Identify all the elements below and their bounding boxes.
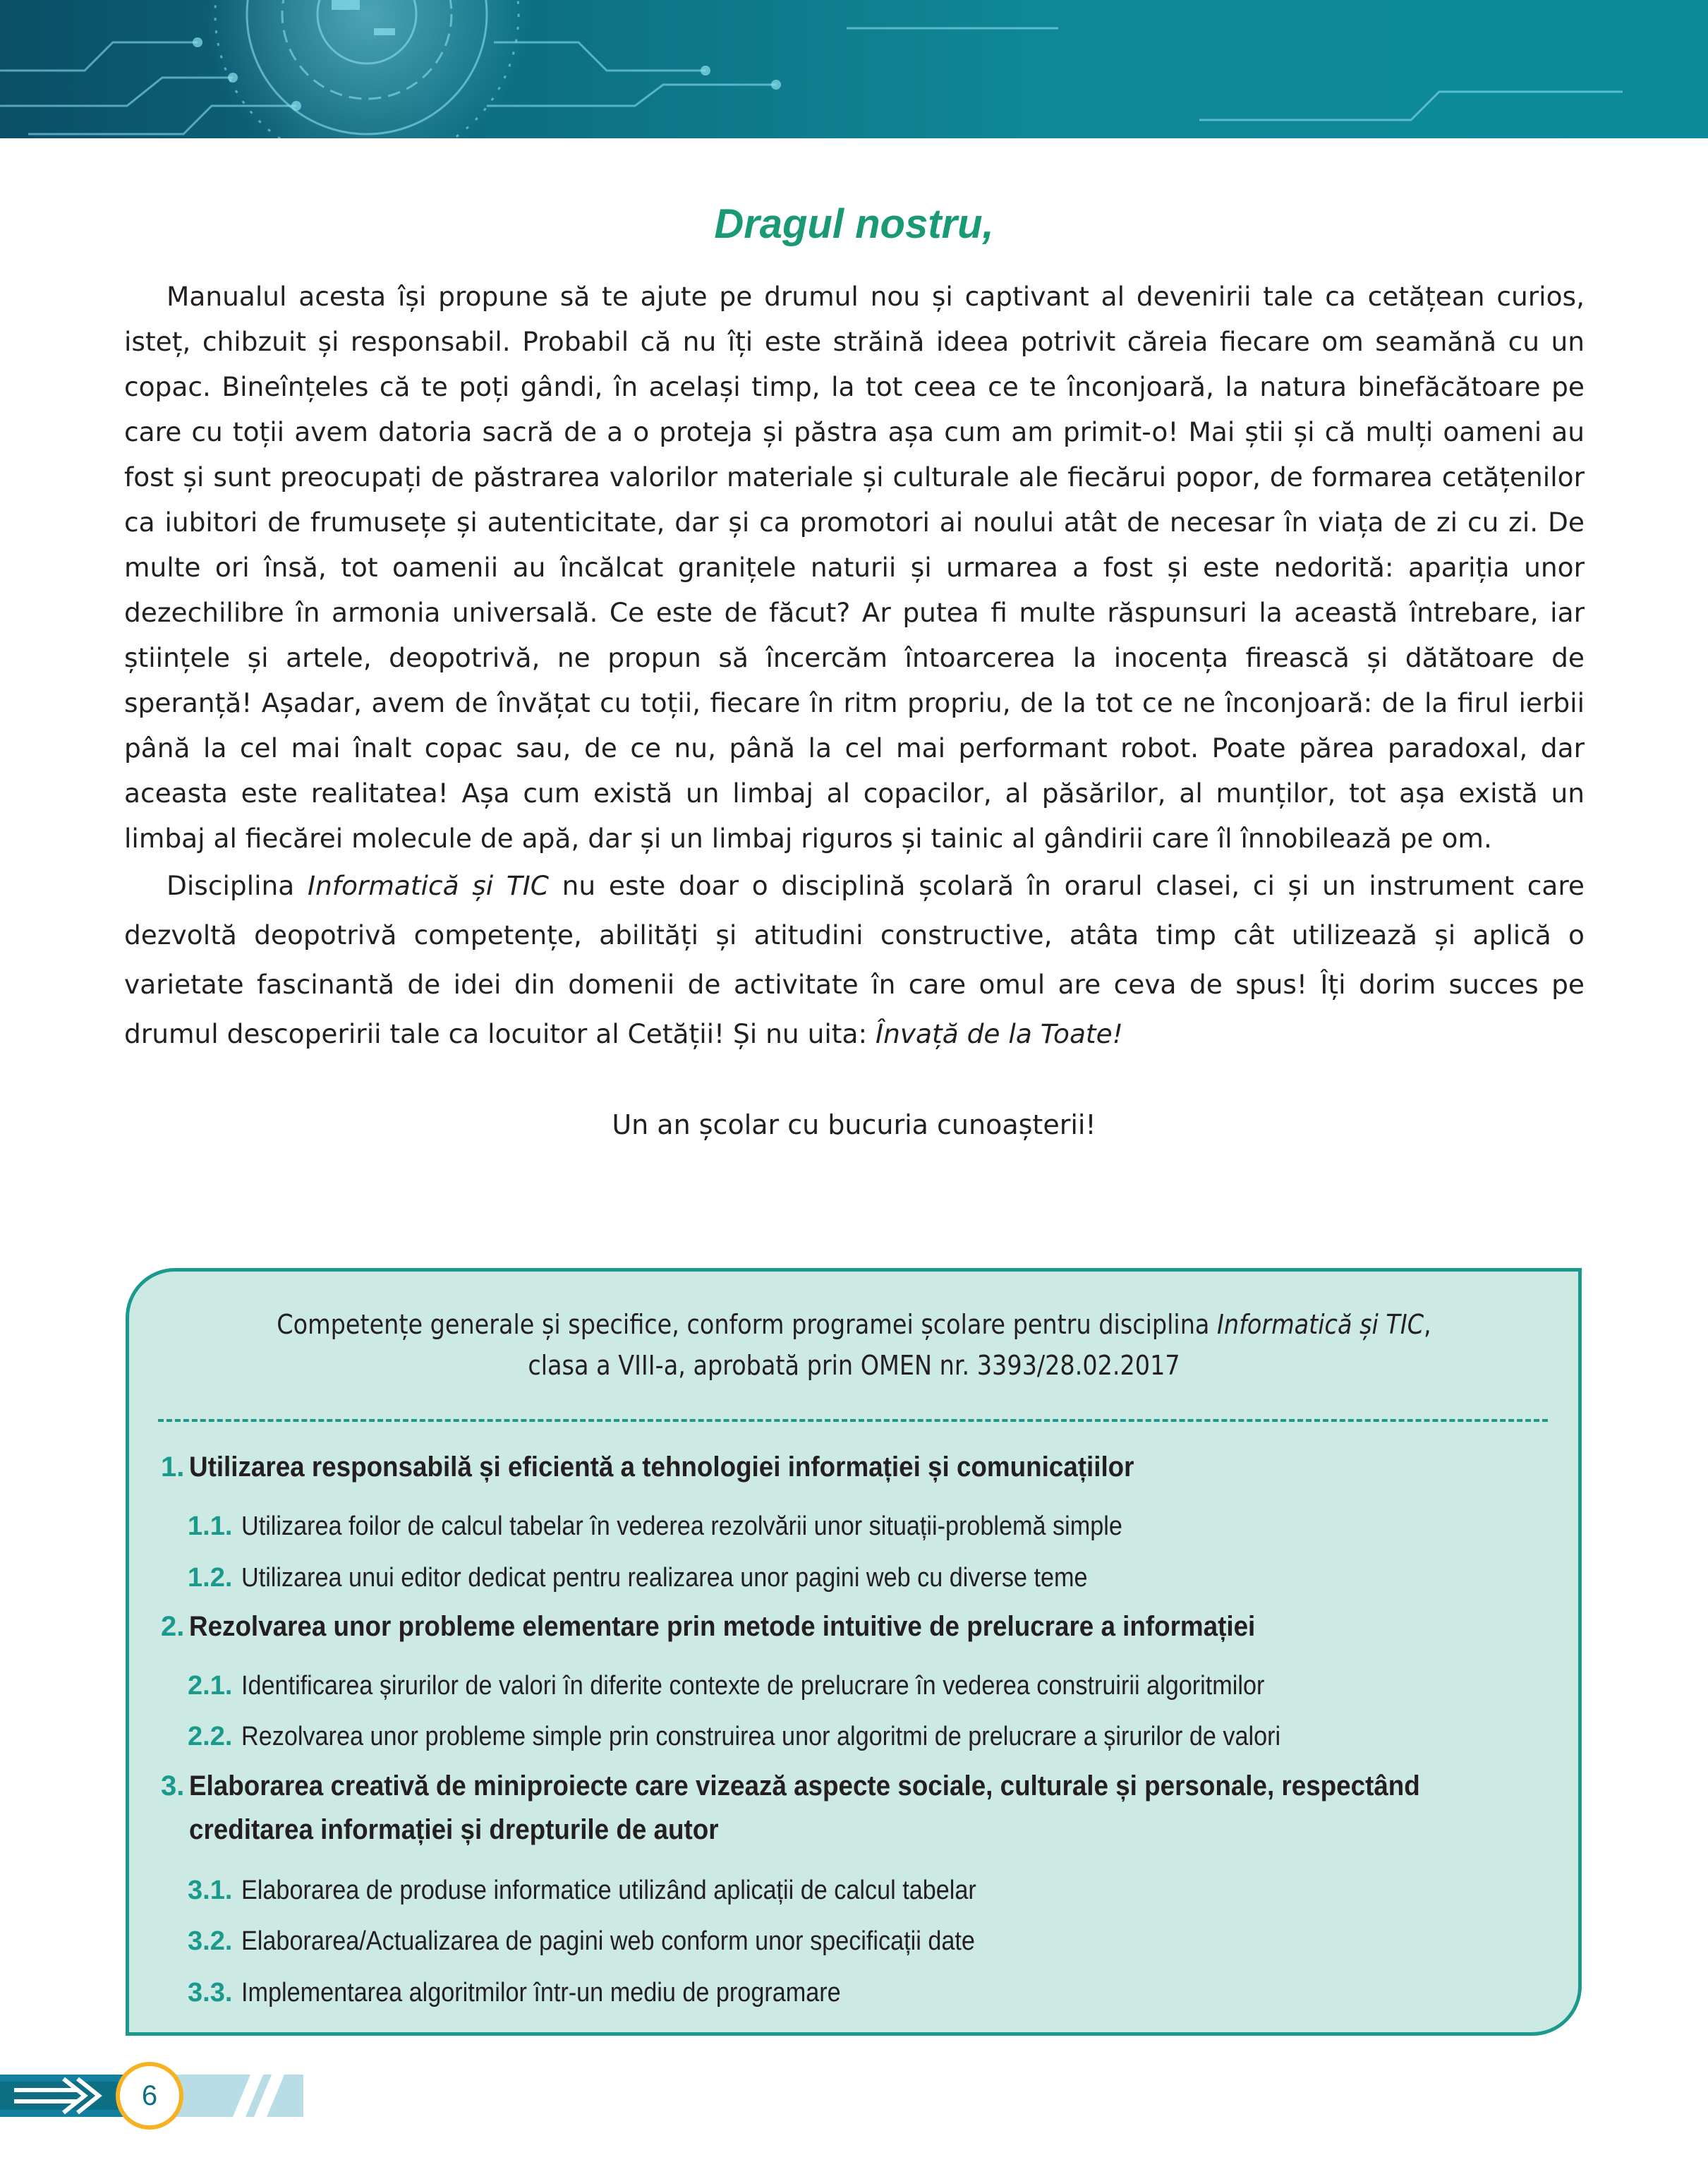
discipline-name: Informatică și TIC <box>307 870 549 901</box>
motto: Învață de la Toate! <box>876 1018 1123 1049</box>
competences-title <box>102 1304 1605 1386</box>
specific-number: 3.2. <box>188 1926 233 1956</box>
paragraph-2-start: Disciplina <box>166 870 308 901</box>
general-number: 3. <box>161 1770 185 1801</box>
general-text: Elaborarea creativă de miniproiecte care vizează aspecte sociale, culturale și personale, respectând creditarea informației și drepturile de autor <box>189 1770 1420 1845</box>
header-banner <box>0 0 1708 138</box>
letter-closing: Un an școlar cu bucuria cunoașterii! <box>612 1109 1096 1140</box>
title-discipline: Informatică și TIC <box>1217 1309 1424 1340</box>
specific-number: 1.1. <box>188 1511 233 1541</box>
specific-number: 3.1. <box>188 1876 233 1905</box>
dashed-divider <box>158 1419 1548 1422</box>
page-number: 6 <box>116 2062 183 2130</box>
general-text: Rezolvarea unor probleme elementare prin metode intuitive de prelucrare a informației <box>189 1611 1256 1642</box>
specific-text: Identificarea șirurilor de valori în diferite contexte de prelucrare în vederea construirii algoritmilor <box>241 1671 1265 1701</box>
specific-text: Rezolvarea unor probleme simple prin construirea unor algoritmi de prelucrare a șirurilor de valori <box>241 1722 1281 1751</box>
specific-text: Implementarea algoritmilor într-un mediu de programare <box>241 1978 841 2008</box>
letter-paragraph-2 <box>124 861 1585 1058</box>
letter-paragraph-1: Manualul acesta își propune să te ajute pe drumul nou și captivant al devenirii tale ca cetățean curios, isteț, chibzuit și responsabil. Probabil că nu îți este străină ideea potrivit căreia fiecare om seamănă cu un copac. Bineînțeles că te poți gândi, în același timp, la tot ceea ce te înconjoară, la natura binefăcătoare pe care cu toții avem datoria sacră de a o proteja și păstra așa cum am primit-o! Mai știi și că mulți oameni au fost și sunt preocupați de păstrarea valorilor materiale și culturale ale fiecărui popor, de formarea cetățenilor ca iubitori de frumusețe și autenticitate, dar și ca promotori ai noului atât de necesar în viața de zi cu zi. De multe ori însă, tot oamenii au încălcat granițele naturii și urmarea a fost și este nedorită: apariția unor dezechilibre în armonia universală. Ce este de făcut? Ar putea fi multe răspunsuri la această întrebare, iar științele și artele, deopotrivă, ne propun să încercăm întoarcerea la inocența firească și dătătoare de speranță! Așadar, avem de învățat cu toții, fiecare în ritm propriu, de la tot ce ne înconjoară: de la firul ierbii până la cel mai înalt copac sau, de ce nu, până la cel mai performant robot. Poate părea paradoxal, dar aceasta este realitatea! Așa cum există un limbaj al copacilor, al păsărilor, al munților, tot așa există un limbaj al fiecărei molecule de apă, dar și un limbaj riguros și tainic al gândirii care îl înnobilează pe om. <box>124 281 1585 854</box>
specific-text: Elaborarea/Actualizarea de pagini web conform unor specificații date <box>241 1926 975 1956</box>
specific-number: 2.2. <box>188 1722 233 1751</box>
general-text: Utilizarea responsabilă și eficientă a tehnologiei informației și comunicațiilor <box>189 1451 1134 1483</box>
letter-body <box>124 274 1585 1058</box>
specific-number: 3.3. <box>188 1978 233 2008</box>
letter-heading: Dragul nostru, <box>714 201 994 247</box>
general-number: 2. <box>161 1611 185 1642</box>
title-comma: , <box>1424 1309 1431 1340</box>
circuit-decoration <box>0 0 1708 138</box>
paragraph-2-middle: nu este doar o disciplină școlară în orarul clasei, ci și un instrument care dezvoltă deopotrivă competențe, abilități și atitudini constructive, atâta timp cât utilizează și aplică o varietate fascinantă de idei din domenii de activitate în care omul are ceva de spus! Îți dorim succes pe drumul descoperirii tale ca locuitor al Cetății! Și nu uita: <box>124 870 1585 1049</box>
competences-title-line-1 <box>102 1304 1605 1345</box>
general-number: 1. <box>161 1451 185 1483</box>
specific-text: Elaborarea de produse informatice utilizând aplicații de calcul tabelar <box>241 1876 976 1905</box>
title-text: Competențe generale și specifice, conform programei școlare pentru disciplina <box>277 1309 1218 1340</box>
specific-number: 2.1. <box>188 1671 233 1701</box>
specific-text: Utilizarea foilor de calcul tabelar în vederea rezolvării unor situații-problemă simple <box>241 1511 1122 1541</box>
competences-title-line-2: clasa a VIII-a, aprobată prin OMEN nr. 3393/28.02.2017 <box>528 1350 1180 1381</box>
specific-text: Utilizarea unui editor dedicat pentru realizarea unor pagini web cu diverse teme <box>241 1563 1088 1593</box>
specific-number: 1.2. <box>188 1563 233 1593</box>
